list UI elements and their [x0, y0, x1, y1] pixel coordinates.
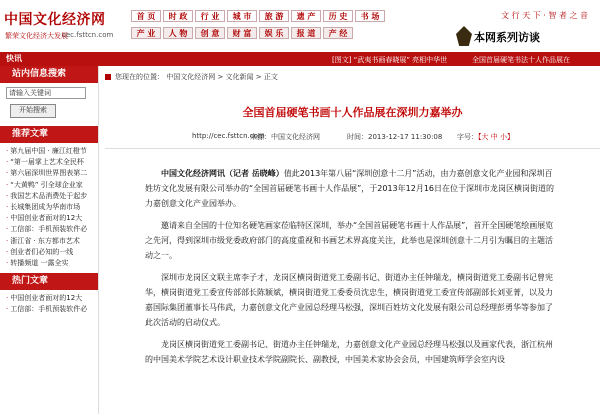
article-source: 来源：中国文化经济网: [250, 133, 320, 141]
nav-item-industry-2[interactable]: 产 业: [131, 27, 161, 39]
list-item[interactable]: · “大黄鸭” 引全球企业家: [6, 180, 83, 189]
list-item[interactable]: · 中国创业者面对的12大: [6, 214, 83, 223]
nav-item-industry[interactable]: 行 业: [195, 10, 225, 22]
paragraph: 龙岗区横岗街道党工委副书记、街道办主任钟瑞龙，力嘉创意文化产业园总经理马松强以及画家代表，浙江杭州的中国美术学院艺术设计职业技术学院副院长、副教授，中国美术家协会会员，中国建筑师学会室内设: [145, 340, 553, 364]
site-search-box: [0, 83, 98, 122]
article-time: 时间：2013-12-17 11:30:08: [347, 133, 443, 141]
list-item[interactable]: · 创业者们必知的一线: [6, 247, 74, 256]
list-item[interactable]: · 中国创业者面对的12大: [6, 294, 83, 303]
list-item[interactable]: · 工信部：手机预装软件必: [6, 225, 88, 234]
paragraph-text: 值此2013年第八届“深圳创意十二月”活动，由力嘉创意文化产业园和深圳百姓坊文化发展有限公司举办的“全国首届硬笔书画十人作品展”，于2013年12月16日在位于深圳市龙岗区横岗街道的力嘉创意文化产业园举办。: [145, 169, 555, 208]
nav-row-2: [131, 27, 433, 41]
list-item[interactable]: · 转播频道 一露全实: [6, 259, 69, 268]
nav-item-city[interactable]: 城 市: [227, 10, 257, 22]
search-input[interactable]: 请输入关键词: [6, 87, 86, 99]
banner-tagline: 文 行 天 下 · 智 者 之 音: [501, 11, 588, 20]
paragraph: 邀请来自全国的十位知名硬笔画家莅临特区深圳，举办“全国首届硬笔书画十人作品展”，首开全国硬笔绘画展览之先河，得到深圳市级党委政府部门的高度重视和书画艺术界高度关注，此举也是深圳创意十二月引为瞩目的主题活动之一。: [145, 221, 554, 260]
recommended-heading: 推荐文章: [0, 126, 98, 143]
site-search-heading: 站内信息搜索: [0, 66, 98, 83]
paragraph: [145, 166, 560, 211]
list-item[interactable]: · 第六届深圳世界图表第二: [6, 169, 88, 178]
interview-series-banner[interactable]: [452, 8, 594, 50]
home-icon: [105, 74, 111, 80]
nav-item-people[interactable]: 人 物: [163, 27, 193, 39]
nav-item-economy[interactable]: 产 经: [323, 27, 353, 39]
list-item-link[interactable]: 工信部：手机预装软件必: [10, 305, 88, 314]
article-title: 全国首届硬笔书画十人作品展在深圳力嘉举办: [242, 106, 463, 119]
recommended-list: [0, 143, 98, 269]
article-lead: 中国文化经济网讯（记者 岳晓峰）: [161, 169, 284, 178]
ticker-item[interactable]: 全国首届硬笔书法十人作品展在: [472, 56, 570, 64]
nav-item-books[interactable]: 书 场: [355, 10, 385, 22]
site-logo-slogan: 繁荣文化经济大发展: [5, 32, 68, 40]
list-item-link[interactable]: 转播频道 一露全实: [10, 259, 69, 268]
banner-title: 本网系列访谈: [474, 31, 540, 44]
divider: [105, 148, 600, 149]
ticker-item[interactable]: [图文] “武夷书画春晓展” 亮相中华世: [332, 56, 448, 64]
eagle-icon: [456, 26, 472, 46]
list-item[interactable]: · 我国艺术品消费处于起步: [6, 191, 88, 200]
list-item-link[interactable]: 浙江省 · 东方都市艺术: [10, 236, 80, 245]
search-button[interactable]: 开始搜索: [10, 104, 56, 118]
list-item-link[interactable]: 中国创业者面对的12大: [10, 214, 83, 223]
list-item-link[interactable]: “第一届掌上艺术全民杯: [10, 158, 84, 167]
hot-articles-heading: 热门文章: [0, 273, 98, 290]
nav-item-creative[interactable]: 创 意: [195, 27, 225, 39]
list-item[interactable]: · 工信部：手机预装软件必: [6, 305, 88, 314]
article-area: [105, 66, 600, 414]
article-url[interactable]: http://cec.fsttcn.com: [192, 132, 265, 140]
list-item[interactable]: · 第九届中国 · 廉江红橙节: [6, 147, 87, 155]
list-item[interactable]: · 浙江省 · 东方都市艺术: [6, 236, 80, 245]
nav-item-politics[interactable]: 时 政: [163, 10, 193, 22]
news-ticker: [100, 55, 600, 65]
list-item-link[interactable]: 长城集团成为华南市场: [10, 203, 81, 212]
nav-item-heritage[interactable]: 遗 产: [291, 10, 321, 22]
hot-articles-list: [0, 290, 98, 315]
paragraph: 深圳市龙岗区文联主席李子才，龙岗区横岗街道党工委副书记、街道办主任钟瑞龙，横岗街道党工委副书记曾宪华，横岗街道党工委宣传部部长陈颖斌，横岗街道党工委委员沈忠生，横岗街道党工委宣传部副部长刘亚菁，以及力嘉国际集团董事长马伟武，力嘉创意文化产业园总经理马松强，深圳百姓坊文化发展有限公司总经理彭勇华等参加了此次活动的启动仪式。: [145, 273, 553, 327]
font-size-label: 字号：: [457, 133, 478, 141]
list-item-link[interactable]: 中国创业者面对的12大: [10, 294, 83, 303]
list-item-link[interactable]: 我国艺术品消费处于起步: [10, 191, 88, 200]
nav-item-reports[interactable]: 报 道: [291, 27, 321, 39]
nav-item-entertainment[interactable]: 娱 乐: [259, 27, 289, 39]
left-sidebar: [0, 66, 99, 414]
main-nav: [131, 10, 433, 44]
list-item-link[interactable]: “大黄鸭” 引全球企业家: [10, 180, 83, 189]
font-size-control: [457, 132, 514, 142]
list-item-link[interactable]: 第六届深圳世界图表第二: [10, 169, 88, 178]
site-logo-url: cec.fsttcn.com: [62, 31, 114, 39]
breadcrumb: [105, 72, 600, 84]
list-item[interactable]: · “第一届掌上艺术全民杯: [6, 158, 84, 167]
list-item[interactable]: · 长城集团成为华南市场: [6, 203, 81, 212]
nav-item-travel[interactable]: 旅 游: [259, 10, 289, 22]
nav-item-home[interactable]: 首 页: [131, 10, 161, 22]
article-meta: [105, 132, 600, 144]
site-logo-title[interactable]: 中国文化经济网: [4, 12, 106, 28]
flash-news-label: 快讯: [6, 54, 22, 63]
nav-item-wealth[interactable]: 财 富: [227, 27, 257, 39]
nav-item-history[interactable]: 历 史: [323, 10, 353, 22]
nav-row-1: [131, 10, 433, 24]
font-size-options[interactable]: 【大 中 小】: [478, 133, 514, 141]
breadcrumb-text[interactable]: 您现在的位置： 中国文化经济网 > 文化新闻 > 正文: [115, 73, 278, 81]
site-header: [0, 0, 600, 52]
list-item-link[interactable]: 第九届中国 · 廉江红橙节: [10, 147, 87, 155]
list-item-link[interactable]: 工信部：手机预装软件必: [10, 225, 88, 234]
article-body: [145, 166, 560, 374]
list-item-link[interactable]: 创业者们必知的一线: [10, 247, 74, 256]
